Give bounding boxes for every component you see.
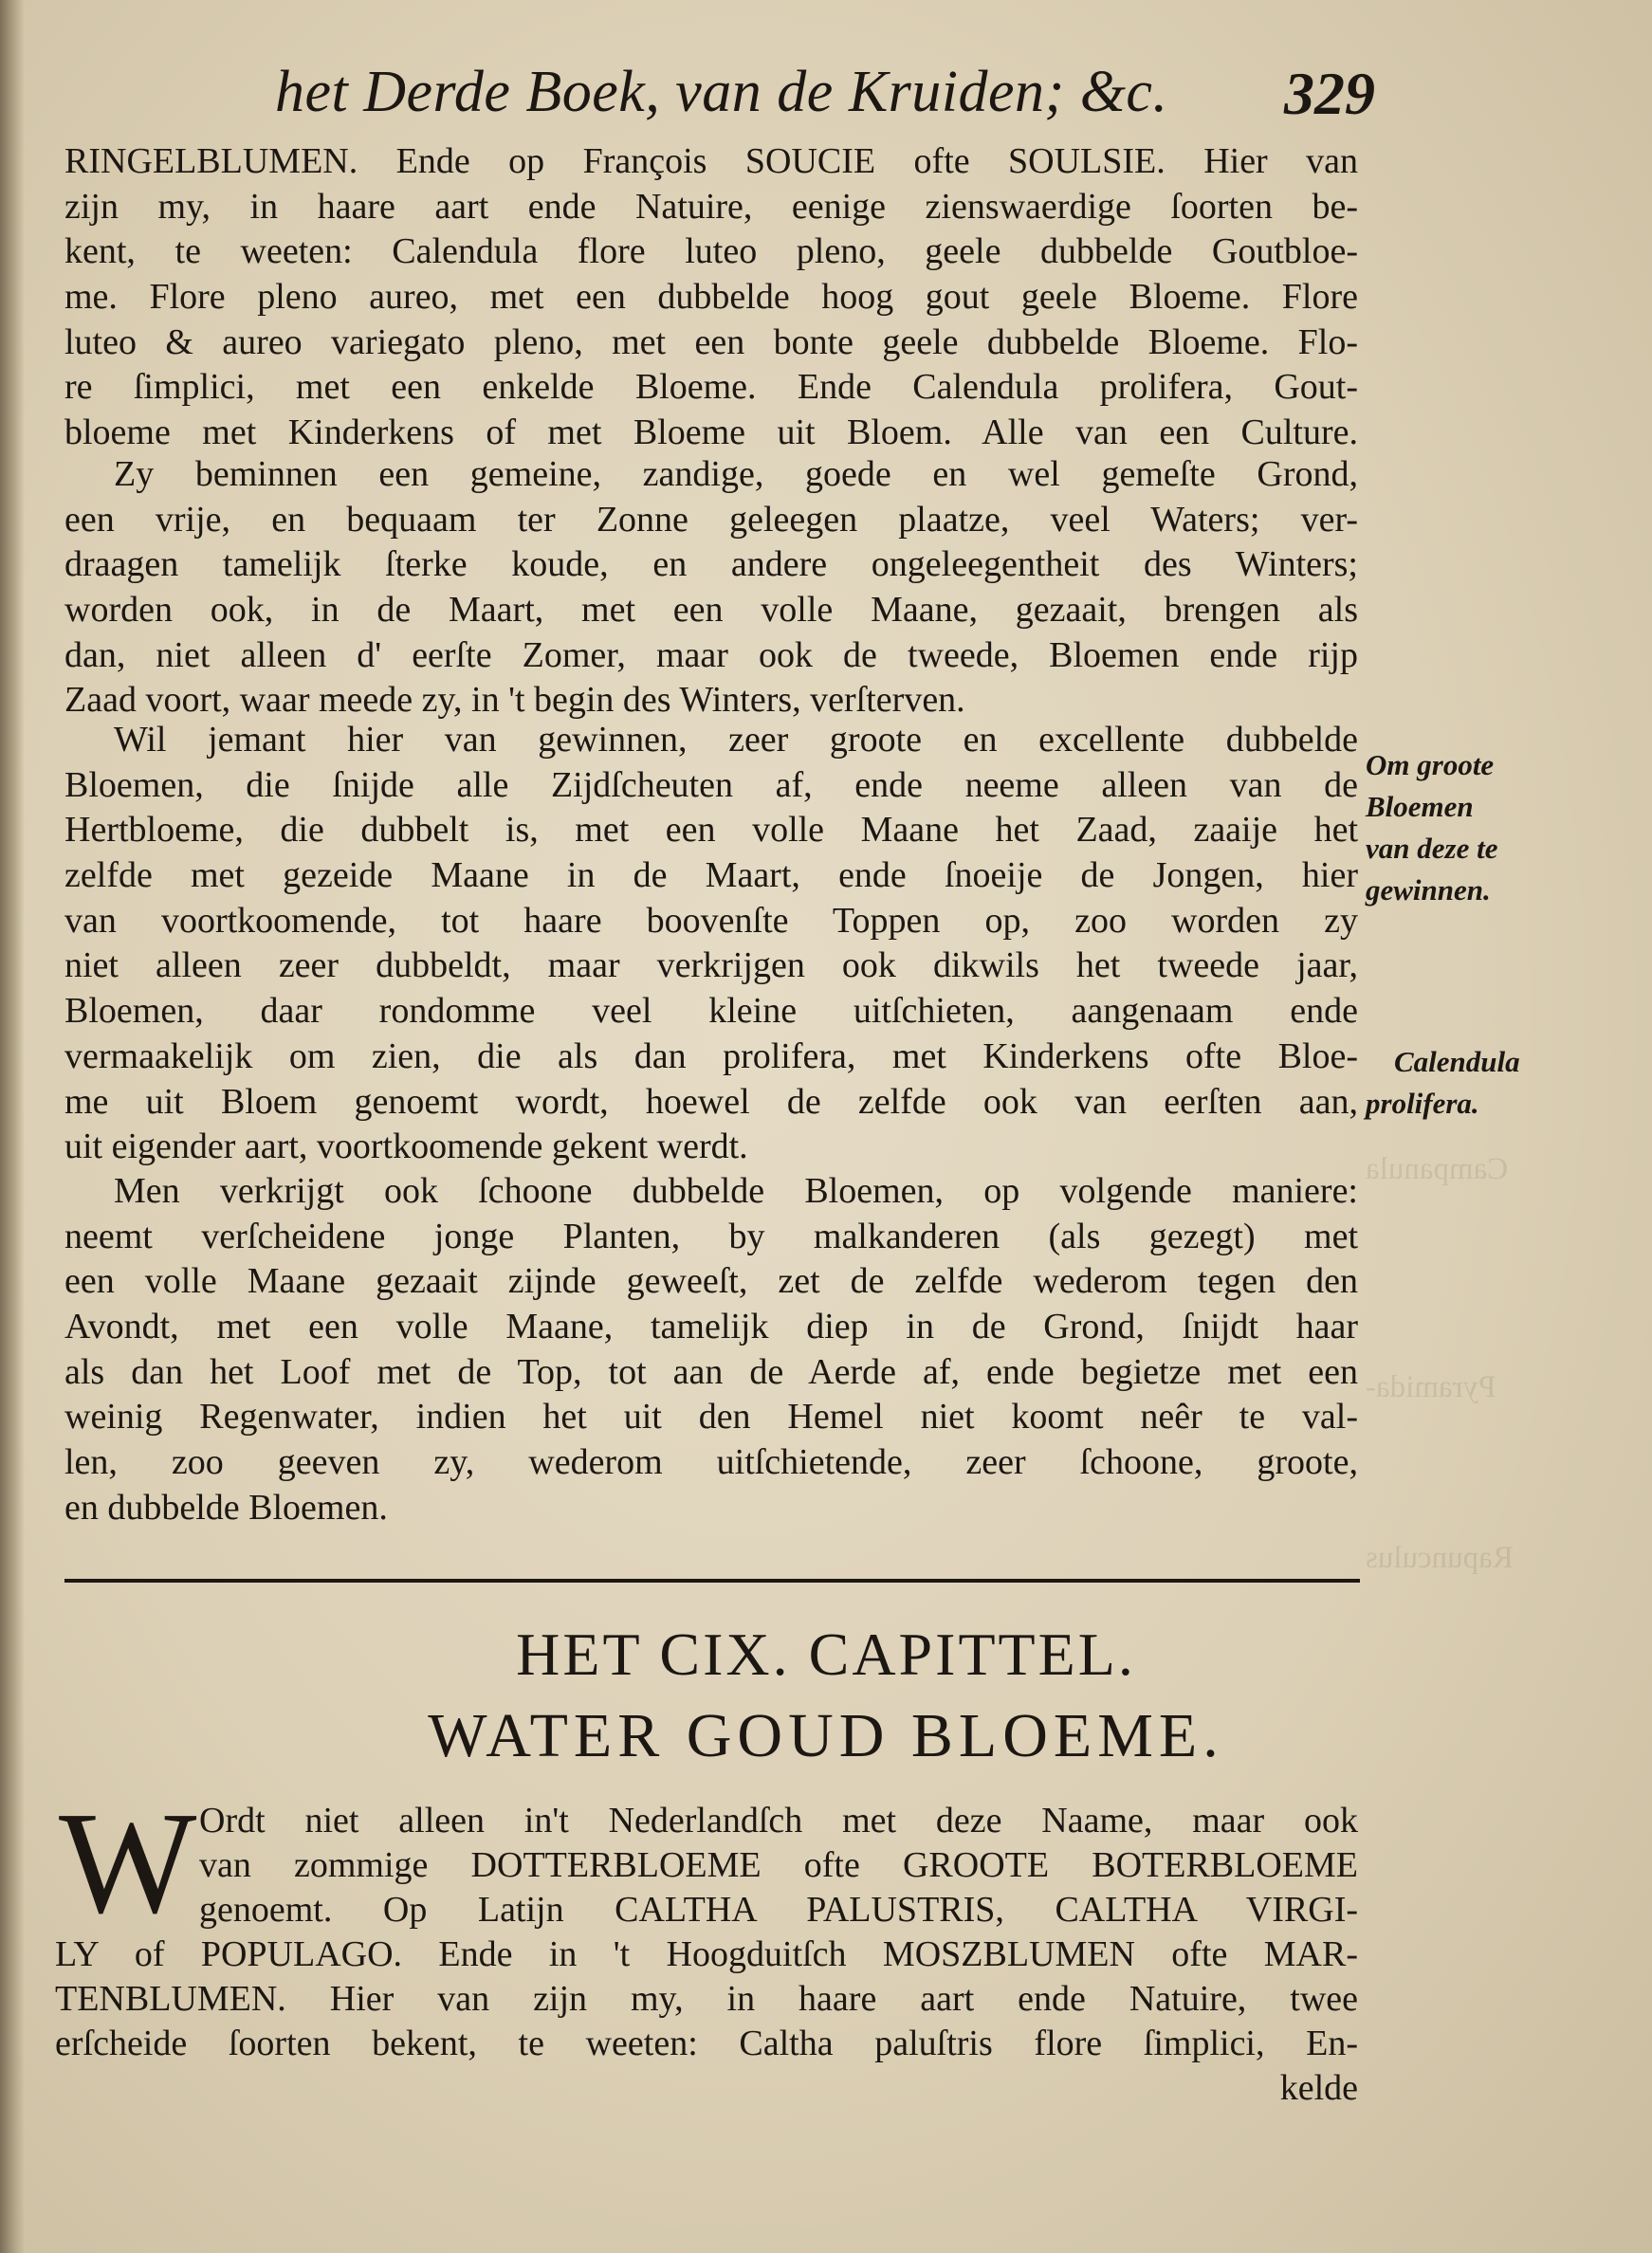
page-number: 329 <box>1284 60 1375 127</box>
text-line: Zy beminnen een gemeine, zandige, goede en wel gemeſte Grond, <box>114 454 1358 494</box>
text-line: van voortkoomende, tot haare boovenſte Toppen op, zoo worden zy <box>64 900 1358 941</box>
text-line: me uit Bloem genoemt wordt, hoewel de zelfde ook van eerſten aan, <box>64 1081 1358 1122</box>
text-line: re ſimplici, met een enkelde Bloeme. Ende Calendula prolifera, Gout- <box>64 367 1358 408</box>
bleed-through-text: Rapunculus <box>1366 1541 1514 1575</box>
text-line: niet alleen zeer dubbeldt, maar verkrijgen ook dikwils het tweede jaar, <box>64 945 1358 986</box>
text-line: zelfde met gezeide Maane in de Maart, ende ſnoeije de Jongen, hier <box>64 855 1358 896</box>
margin-note-groote-bloemen <box>1366 744 1565 911</box>
text-line: weinig Regenwater, indien het uit den Hemel niet koomt neêr te val- <box>64 1397 1358 1438</box>
bleed-through-text: Campanula <box>1366 1152 1509 1186</box>
paragraph-groote-bloemen <box>64 718 1358 1170</box>
text-line: draagen tamelijk ſterke koude, en andere ongeleegentheit des Winters; <box>64 544 1358 585</box>
page-binding-shadow <box>0 0 25 2253</box>
margin-note-line: prolifera. <box>1366 1087 1479 1120</box>
text-line: vermaakelijk om zien, die als dan prolifera, met Kinderkens ofte Bloe- <box>64 1035 1358 1076</box>
text-line: als dan het Loof met de Top, tot aan de Aerde af, ende begietze met een <box>64 1351 1358 1392</box>
text-line: Avondt, met een volle Maane, tamelijk diep in de Grond, ſnijdt haar <box>64 1307 1358 1347</box>
margin-note-calendula-prolifera <box>1366 1041 1565 1125</box>
text-line: kent, te weeten: Calendula flore luteo pleno, geele dubbelde Goutbloe- <box>64 231 1358 272</box>
chapter-paragraph <box>55 1799 1358 2111</box>
margin-note-line: Calendula <box>1394 1045 1520 1078</box>
text-line: erſcheide ſoorten bekent, te weeten: Caltha paluſtris flore ſimplici, En- <box>55 2024 1358 2063</box>
text-line: en dubbelde Bloemen. <box>64 1487 388 1528</box>
chapter-number: HET CIX. CAPITTEL. <box>516 1621 1136 1688</box>
margin-note-line: gewinnen. <box>1366 873 1491 907</box>
text-line: Wil jemant hier van gewinnen, zeer groote en excellente dubbelde <box>114 720 1358 760</box>
text-line: luteo & aureo variegato pleno, met een bonte geele dubbelde Bloeme. Flo- <box>64 321 1358 362</box>
chapter-title: WATER GOUD BLOEME. <box>428 1701 1224 1770</box>
text-line: een vrije, en bequaam ter Zonne geleegen plaatze, veel Waters; ver- <box>64 499 1358 540</box>
running-title: het Derde Boek, van de Kruiden; &c. <box>275 60 1168 124</box>
text-line: me. Flore pleno aureo, met een dubbelde hoog gout geele Bloeme. Flore <box>64 277 1358 318</box>
margin-note-line: Bloemen <box>1366 790 1474 823</box>
text-line: bloeme met Kinderkens of met Bloeme uit Bloem. Alle van een Culture. <box>64 412 1358 453</box>
text-line: van zommige DOTTERBLOEME ofte GROOTE BOTERBLOEME <box>199 1845 1358 1885</box>
text-line: Zaad voort, waar meede zy, in 't begin des Winters, verſterven. <box>64 680 965 721</box>
page-header <box>275 59 1375 144</box>
margin-note-line: Om groote <box>1366 748 1495 781</box>
text-line: dan, niet alleen d' eerſte Zomer, maar ook de tweede, Bloemen ende rijp <box>64 634 1358 675</box>
text-line: genoemt. Op Latijn CALTHA PALUSTRIS, CALTHA VIRGI- <box>199 1890 1358 1930</box>
text-line: een volle Maane gezaait zijnde geweeſt, zet de zelfde wederom tegen den <box>64 1261 1358 1302</box>
drop-cap: W <box>59 1783 197 1944</box>
text-line: Bloemen, daar rondomme veel kleine uitſchieten, aangenaam ende <box>64 991 1358 1032</box>
text-line: len, zoo geeven zy, wederom uitſchietende, zeer ſchoone, groote, <box>64 1442 1358 1483</box>
text-line: RINGELBLUMEN. Ende op François SOUCIE ofte SOULSIE. Hier van <box>64 141 1358 181</box>
margin-note-line: van deze te <box>1366 832 1498 865</box>
text-line: neemt verſcheidene jonge Planten, by malkanderen (als gezegt) met <box>64 1216 1358 1256</box>
text-line: worden ook, in de Maart, met een volle Maane, gezaait, brengen als <box>64 590 1358 631</box>
paragraph-schoone-bloemen <box>64 1169 1358 1531</box>
text-line: TENBLUMEN. Hier van zijn my, in haare aart ende Natuire, twee <box>55 1979 1358 2019</box>
text-line: Men verkrijgt ook ſchoone dubbelde Bloemen, op volgende maniere: <box>114 1171 1358 1211</box>
paragraph-grond <box>64 452 1358 724</box>
text-line: Ordt niet alleen in't Nederlandſch met deze Naame, maar ook <box>199 1801 1358 1841</box>
text-line: uit eigender aart, voortkoomende gekent werdt. <box>64 1126 748 1167</box>
text-line: Bloemen, die ſnijde alle Zijdſcheuten af, ende neeme alleen van de <box>64 764 1358 805</box>
chapter-divider-rule <box>64 1579 1360 1583</box>
bleed-through-text: Pyramida- <box>1366 1370 1496 1404</box>
catchword: kelde <box>1279 2068 1358 2108</box>
text-line: zijn my, in haare aart ende Natuire, eenige zienswaerdige ſoorten be- <box>64 186 1358 227</box>
text-line: Hertbloeme, die dubbelt is, met een volle Maane het Zaad, zaaije het <box>64 810 1358 851</box>
text-line: LY of POPULAGO. Ende in 't Hoogduitſch MOSZBLUMEN ofte MAR- <box>55 1934 1358 1974</box>
paragraph-ringelblumen <box>64 139 1358 456</box>
